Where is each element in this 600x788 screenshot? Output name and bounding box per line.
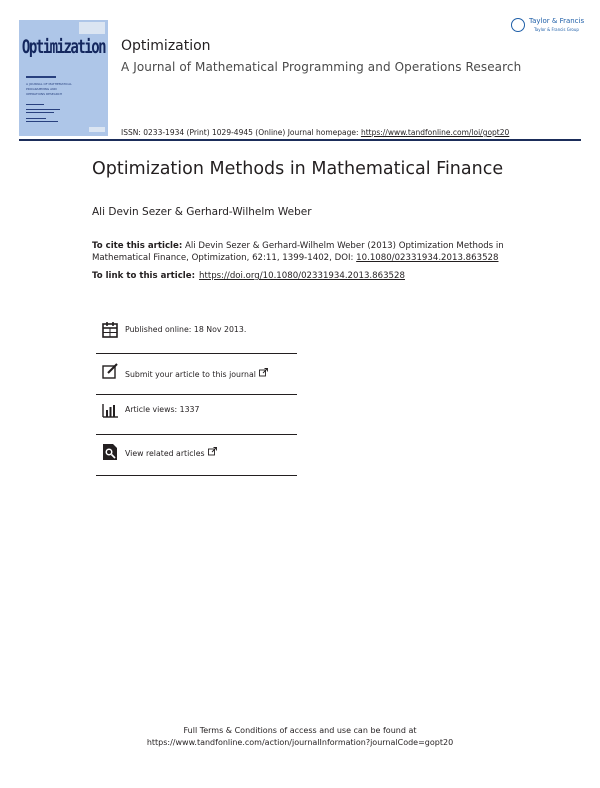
cover-text-line [26, 104, 44, 105]
cite-label: To cite this article: [92, 241, 183, 251]
article-doi-url[interactable]: https://doi.org/10.1080/02331934.2013.863528 [199, 271, 405, 281]
submit-article-label: Submit your article to this journal [125, 370, 256, 379]
related-articles-link[interactable] [125, 447, 217, 458]
cover-corner-box [79, 22, 105, 34]
cover-text-line [26, 121, 58, 122]
footer-terms: Full Terms & Conditions of access and use can be found at [183, 726, 417, 735]
cover-divider [26, 76, 56, 78]
cover-title: Optimization [21, 37, 106, 59]
cover-text-line [26, 112, 54, 113]
bar-chart-icon [101, 402, 119, 420]
related-articles-label: View related articles [125, 449, 205, 458]
article-authors: Ali Devin Sezer & Gerhard-Wilhelm Weber [92, 206, 312, 218]
journal-subtitle: A Journal of Mathematical Programming and Operations Research [121, 60, 522, 74]
publisher-name[interactable]: Taylor & Francis [529, 17, 585, 25]
cite-text: Ali Devin Sezer & Gerhard-Wilhelm Weber (2013) Optimization Methods in Mathematical Finance, Optimization, 62:11, 1399-1402, DOI: [92, 241, 504, 263]
info-divider [96, 394, 297, 395]
article-title: Optimization Methods in Mathematical Finance [92, 159, 504, 179]
external-link-icon [259, 368, 268, 377]
related-row[interactable] [96, 443, 296, 483]
publisher-group: Taylor & Francis Group [534, 27, 579, 32]
footer-terms-link[interactable]: https://www.tandfonline.com/action/journalInformation?journalCode=gopt20 [146, 738, 454, 747]
submit-article-link[interactable] [125, 368, 268, 379]
published-date: Published online: 18 Nov 2013. [125, 325, 247, 334]
info-divider [96, 353, 297, 354]
cover-publisher-mark [89, 127, 105, 132]
edit-icon [101, 362, 119, 380]
info-divider [96, 434, 297, 435]
doi-link[interactable]: 10.1080/02331934.2013.863528 [356, 253, 499, 263]
calendar-icon [101, 321, 119, 339]
views-row [96, 402, 296, 442]
journal-homepage-link[interactable]: https://www.tandfonline.com/loi/gopt20 [360, 128, 510, 137]
cover-text-line [26, 118, 46, 119]
citation-block [92, 240, 512, 264]
cover-tagline-1: A JOURNAL OF MATHEMATICAL [26, 82, 72, 86]
article-link-line [92, 271, 405, 281]
cover-tagline-2: PROGRAMMING AND [26, 87, 57, 91]
header-divider [19, 139, 581, 141]
journal-title[interactable]: Optimization [121, 38, 211, 54]
issn-text: ISSN: 0233-1934 (Print) 1029-4945 (Online) Journal homepage: [121, 128, 359, 137]
link-label: To link to this article: [92, 271, 196, 281]
external-link-icon [208, 447, 217, 456]
published-row [96, 321, 296, 361]
journal-cover [19, 20, 108, 136]
cover-tagline-3: OPERATIONS RESEARCH [26, 92, 63, 96]
publisher-logo-icon [511, 18, 525, 32]
submit-row[interactable] [96, 362, 296, 402]
article-views: Article views: 1337 [125, 405, 200, 414]
cover-text-line [26, 109, 60, 110]
search-document-icon [101, 443, 119, 461]
issn-line [121, 128, 509, 137]
info-divider [96, 475, 297, 476]
